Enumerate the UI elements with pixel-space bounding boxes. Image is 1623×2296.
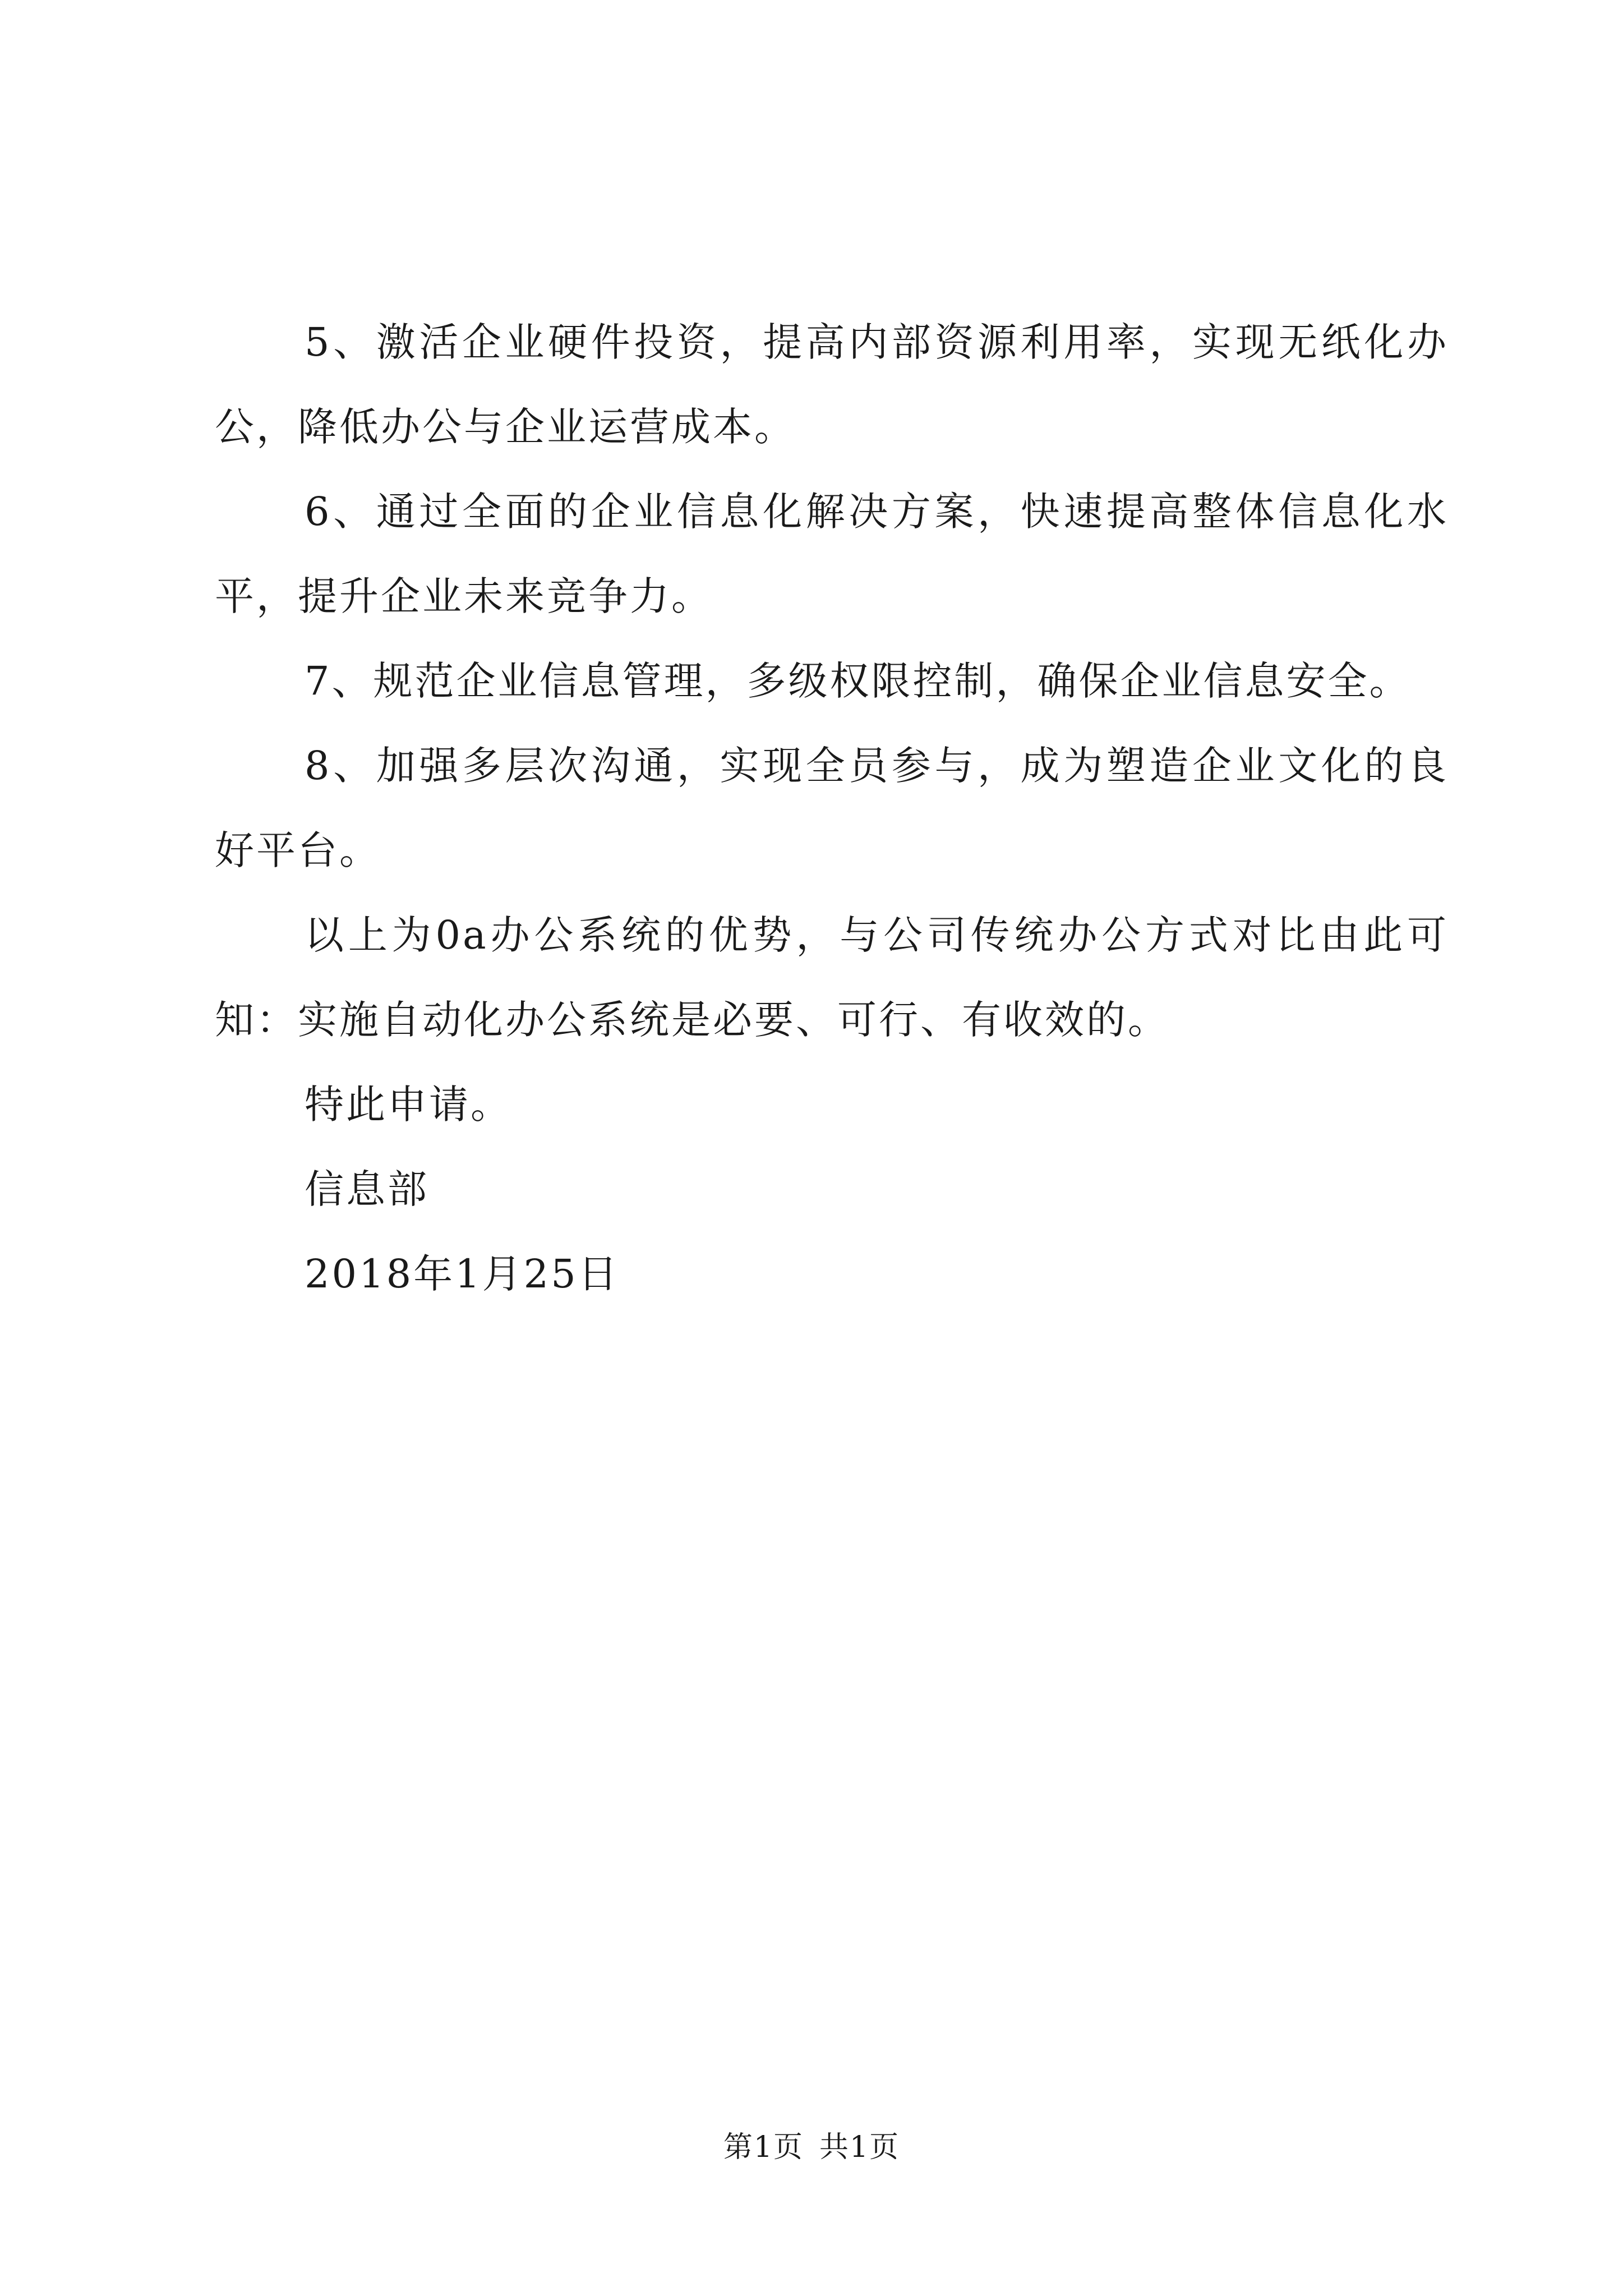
paragraph-item-5: 5、激活企业硬件投资，提高内部资源利用率，实现无纸化办公，降低办公与企业运营成本。 xyxy=(215,319,1449,450)
page-total: 共1页 xyxy=(819,2131,900,2164)
paragraph-item-6: 6、通过全面的企业信息化解决方案，快速提高整体信息化水平，提升企业未来竞争力。 xyxy=(215,489,1449,619)
signature-department: 信息部 xyxy=(305,1166,429,1212)
page-footer xyxy=(0,2123,1623,2165)
summary-paragraph: 以上为0a办公系统的优势，与公司传统办公方式对比由此可知：实施自动化办公系统是必要、可行、有收效的。 xyxy=(215,912,1449,1043)
paragraph-item-7: 7、规范企业信息管理，多级权限控制，确保企业信息安全。 xyxy=(305,658,1411,704)
document-body xyxy=(215,300,1449,1317)
paragraph-item-8: 8、加强多层次沟通，实现全员参与，成为塑造企业文化的良好平台。 xyxy=(215,743,1449,873)
page-number: 第1页 xyxy=(723,2131,804,2164)
closing-line: 特此申请。 xyxy=(305,1082,512,1128)
document-date: 2018年1月25日 xyxy=(305,1251,620,1297)
